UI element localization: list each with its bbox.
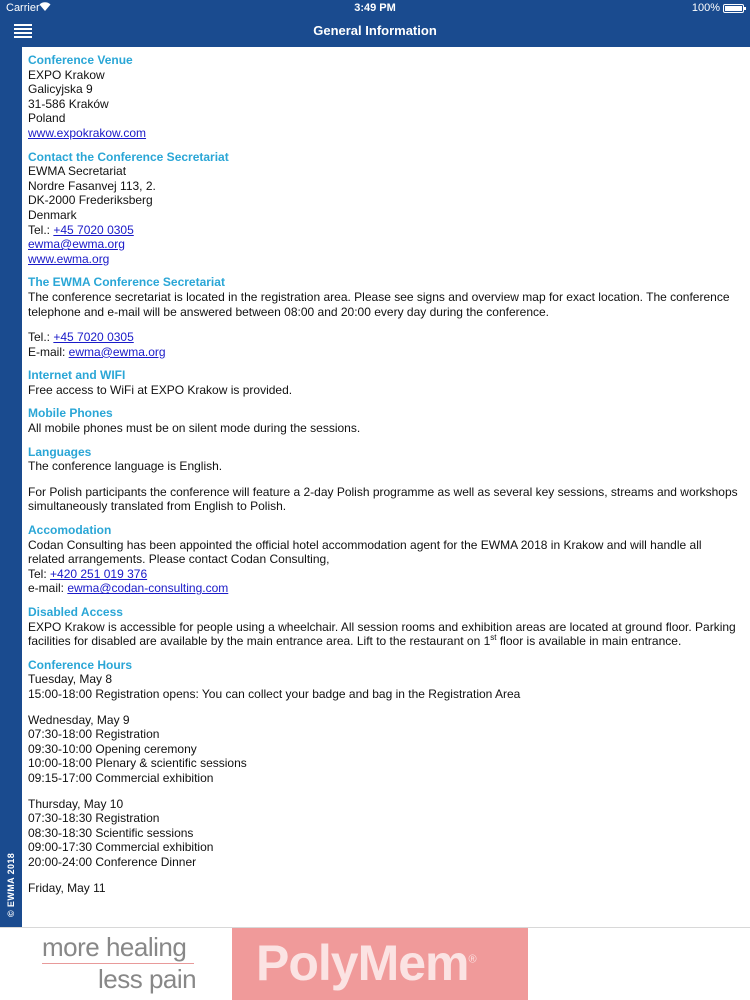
secretariat-phone-link[interactable]: +45 7020 0305 bbox=[53, 330, 134, 345]
section-secretariat bbox=[28, 275, 740, 359]
tel-label: Tel: bbox=[28, 566, 51, 581]
accommodation-email-link[interactable]: ewma@codan-consulting.com bbox=[67, 581, 229, 596]
section-venue bbox=[28, 53, 740, 141]
address-line: DK-2000 Frederiksberg bbox=[28, 193, 153, 208]
section-accommodation bbox=[28, 523, 740, 596]
section-text: Codan Consulting has been appointed the official hotel accommodation agent for the EWMA 2018 in Krakow and will handle all related arrangements. Please contact Codan Consulting, bbox=[28, 537, 702, 567]
address-line: 31-586 Kraków bbox=[28, 96, 109, 111]
battery-percent: 100% bbox=[691, 2, 720, 14]
accommodation-phone-link[interactable]: +420 251 019 376 bbox=[50, 566, 148, 581]
tel-label: Tel.: bbox=[28, 222, 54, 237]
section-text: For Polish participants the conference will feature a 2-day Polish programme as well as several key sessions, streams and workshops simultaneously translated from English to Polish. bbox=[28, 484, 738, 514]
ad-slogan-line2: less pain bbox=[98, 964, 197, 994]
section-text: EXPO Krakow is accessible for people using a wheelchair. All session rooms and exhibition areas are located at ground floor. Parking facilities for disabled are available by the main entrance area. Lift to the restaurant on 1st floor is available in main entrance. bbox=[28, 619, 736, 649]
schedule-line: 09:15-17:00 Commercial exhibition bbox=[28, 770, 214, 785]
nav-bar bbox=[0, 16, 750, 47]
section-title: The EWMA Conference Secretariat bbox=[28, 275, 225, 290]
section-contact bbox=[28, 150, 740, 267]
page-title: General Information bbox=[313, 23, 437, 38]
address-line: EWMA Secretariat bbox=[28, 164, 127, 179]
address-line: EXPO Krakow bbox=[28, 67, 105, 82]
carrier-label: Carrier bbox=[6, 2, 40, 14]
section-text: The conference language is English. bbox=[28, 459, 223, 474]
section-text: All mobile phones must be on silent mode during the sessions. bbox=[28, 421, 361, 436]
section-title: Contact the Conference Secretariat bbox=[28, 149, 229, 164]
schedule-line: 07:30-18:30 Registration bbox=[28, 811, 160, 826]
address-line: Poland bbox=[28, 111, 66, 126]
section-text: Free access to WiFi at EXPO Krakow is provided. bbox=[28, 382, 293, 397]
section-title: Languages bbox=[28, 444, 92, 459]
address-line: Galicyjska 9 bbox=[28, 82, 93, 97]
address-line: Denmark bbox=[28, 207, 77, 222]
venue-website-link[interactable]: www.expokrakow.com bbox=[28, 125, 147, 140]
section-phones bbox=[28, 406, 740, 435]
tel-label: Tel.: bbox=[28, 330, 54, 345]
ad-brand-logo: PolyMem® bbox=[256, 935, 476, 991]
schedule-line: 15:00-18:00 Registration opens: You can collect your badge and bag in the Registration Area bbox=[28, 686, 521, 701]
section-hours bbox=[28, 658, 740, 895]
schedule-line: 08:30-18:30 Scientific sessions bbox=[28, 825, 194, 840]
copyright-label: © EWMA 2018 bbox=[6, 852, 16, 917]
status-bar bbox=[0, 0, 750, 16]
schedule-line: 09:00-17:30 Commercial exhibition bbox=[28, 840, 214, 855]
schedule-day: Friday, May 11 bbox=[28, 880, 106, 895]
ad-slogan-line1: more healing bbox=[42, 932, 187, 962]
section-title: Conference Venue bbox=[28, 53, 133, 67]
email-label: e-mail: bbox=[28, 581, 68, 596]
section-title: Conference Hours bbox=[28, 657, 133, 672]
section-title: Accomodation bbox=[28, 523, 112, 538]
section-title: Mobile Phones bbox=[28, 406, 113, 421]
schedule-line: 07:30-18:00 Registration bbox=[28, 727, 160, 742]
schedule-line: 09:30-10:00 Opening ceremony bbox=[28, 741, 197, 756]
ad-banner[interactable] bbox=[0, 927, 750, 1000]
schedule-line: 20:00-24:00 Conference Dinner bbox=[28, 854, 197, 869]
secretariat-email-link[interactable]: ewma@ewma.org bbox=[68, 344, 166, 359]
status-time: 3:49 PM bbox=[354, 2, 396, 14]
schedule-day: Thursday, May 10 bbox=[28, 796, 124, 811]
side-strip bbox=[0, 47, 22, 927]
section-languages bbox=[28, 445, 740, 514]
contact-email-link[interactable]: ewma@ewma.org bbox=[28, 237, 125, 252]
section-disabled-access bbox=[28, 605, 740, 649]
schedule-line: 10:00-18:00 Plenary & scientific sessions bbox=[28, 756, 247, 771]
email-label: E-mail: bbox=[28, 344, 69, 359]
ad-divider bbox=[42, 963, 194, 964]
schedule-day: Tuesday, May 8 bbox=[28, 672, 113, 687]
battery-icon bbox=[723, 4, 744, 13]
section-text: The conference secretariat is located in the registration area. Please see signs and overview map for exact location. The conference telephone and e-mail will be answered between 08:00 and 20:00 every day during the conference. bbox=[28, 289, 730, 319]
address-line: Nordre Fasanvej 113, 2. bbox=[28, 178, 156, 193]
contact-website-link[interactable]: www.ewma.org bbox=[28, 251, 110, 266]
section-wifi bbox=[28, 368, 740, 397]
section-title: Disabled Access bbox=[28, 605, 123, 619]
section-title: Internet and WIFI bbox=[28, 368, 126, 383]
contact-phone-link[interactable]: +45 7020 0305 bbox=[53, 222, 134, 237]
schedule-day: Wednesday, May 9 bbox=[28, 712, 130, 727]
content-area[interactable] bbox=[28, 53, 740, 904]
